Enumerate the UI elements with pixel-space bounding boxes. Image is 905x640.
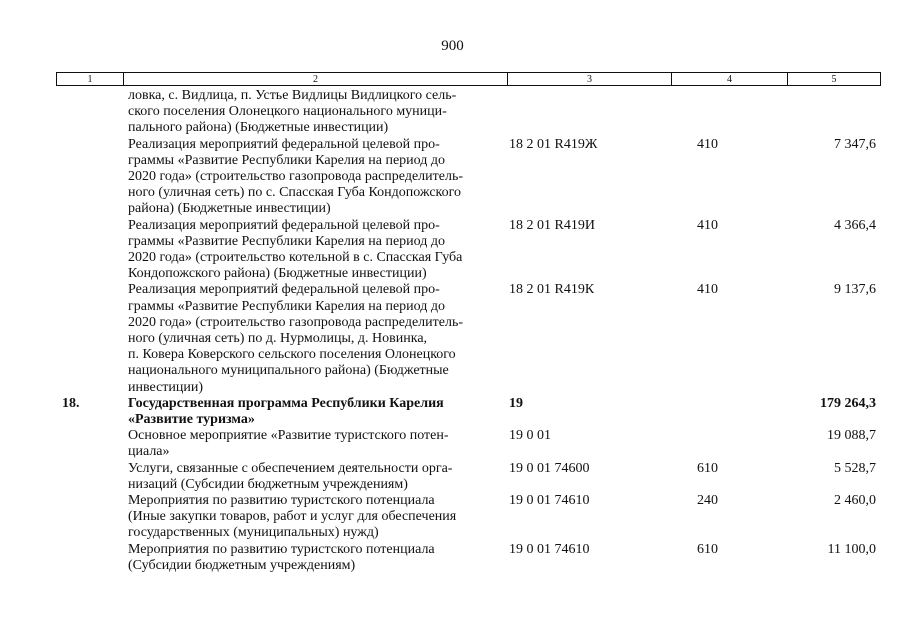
description-line: Основное мероприятие «Развитие туристского потен-	[128, 428, 449, 444]
description-line: (Иные закупки товаров, работ и услуг для обеспечения	[128, 509, 457, 525]
budget-table-body	[56, 88, 880, 574]
description-line: государственных (муниципальных) нужд)	[128, 525, 379, 541]
row-number	[56, 137, 123, 218]
description-line: «Развитие туризма»	[128, 412, 255, 428]
row-number	[56, 542, 123, 574]
expense-type-code: 610	[697, 460, 718, 476]
description-line: пального района) (Бюджетные инвестиции)	[128, 120, 389, 136]
expense-type-code	[671, 88, 787, 137]
expense-type-code: 240	[697, 493, 718, 509]
row-description	[123, 137, 507, 218]
column-header-2: 2	[124, 73, 508, 86]
description-line: ного (уличная сеть) по с. Спасская Губа Кондопожского	[128, 185, 462, 201]
target-article-code: 18 2 01 R419Ж	[509, 136, 598, 152]
table-row	[56, 493, 880, 542]
description-line: Реализация мероприятий федеральной целевой про-	[128, 282, 440, 298]
row-description	[123, 88, 507, 137]
target-article-code: 19 0 01	[509, 428, 551, 444]
row-number	[56, 428, 123, 460]
expense-type-code	[671, 396, 787, 428]
row-description	[123, 493, 507, 542]
target-article-code: 19 0 01 74610	[509, 541, 590, 557]
table-row	[56, 542, 880, 574]
row-number: 18.	[62, 395, 80, 411]
target-article-code: 18 2 01 R419К	[509, 282, 595, 298]
expense-type-code: 410	[697, 282, 718, 298]
column-header-4: 4	[672, 73, 788, 86]
row-number	[56, 461, 123, 493]
row-number	[56, 88, 123, 137]
description-line: граммы «Развитие Республики Карелия на период до	[128, 298, 446, 314]
row-number	[56, 282, 123, 395]
table-row	[56, 88, 880, 137]
description-line: Реализация мероприятий федеральной целевой про-	[128, 217, 440, 233]
description-line: Мероприятия по развитию туристского потенциала	[128, 541, 435, 557]
target-article-code	[507, 88, 671, 137]
expense-type-code: 410	[697, 136, 718, 152]
column-header-row	[56, 72, 881, 86]
column-header-3: 3	[508, 73, 672, 86]
row-description	[123, 218, 507, 283]
table-row	[56, 461, 880, 493]
description-line: 2020 года» (строительство газопровода распределитель-	[128, 169, 464, 185]
expense-type-code	[671, 428, 787, 460]
amount: 5 528,7	[834, 460, 876, 476]
description-line: граммы «Развитие Республики Карелия на период до	[128, 152, 446, 168]
description-line: Услуги, связанные с обеспечением деятельности орга-	[128, 460, 453, 476]
description-line: низаций (Субсидии бюджетным учреждениям)	[128, 476, 408, 492]
expense-type-code: 610	[697, 541, 718, 557]
target-article-code: 18 2 01 R419И	[509, 217, 595, 233]
description-line: района) (Бюджетные инвестиции)	[128, 201, 331, 217]
target-article-code: 19	[509, 395, 523, 411]
description-line: ловка, с. Видлица, п. Устье Видлицы Видлицкого сель-	[128, 88, 457, 103]
column-header-5: 5	[788, 73, 881, 86]
description-line: п. Ковера Коверского сельского поселения Олонецкого	[128, 347, 456, 363]
table-row	[56, 218, 880, 283]
row-description	[123, 396, 507, 428]
description-line: Реализация мероприятий федеральной целевой про-	[128, 136, 440, 152]
amount	[787, 88, 880, 137]
expense-type-code: 410	[697, 217, 718, 233]
description-line: ного (уличная сеть) по д. Нурмолицы, д. Новинка,	[128, 331, 428, 347]
description-line: 2020 года» (строительство газопровода распределитель-	[128, 314, 464, 330]
row-number	[56, 218, 123, 283]
target-article-code: 19 0 01 74610	[509, 493, 590, 509]
row-description	[123, 282, 507, 395]
amount: 4 366,4	[834, 217, 876, 233]
description-line: Государственная программа Республики Карелия	[128, 395, 444, 411]
table-row	[56, 282, 880, 395]
description-line: Мероприятия по развитию туристского потенциала	[128, 493, 435, 509]
page-number: 900	[441, 38, 464, 54]
column-header-1: 1	[57, 73, 124, 86]
row-description	[123, 428, 507, 460]
target-article-code: 19 0 01 74600	[509, 460, 590, 476]
table-row	[56, 396, 880, 428]
description-line: ского поселения Олонецкого национального муници-	[128, 104, 447, 120]
table-row	[56, 428, 880, 460]
row-description	[123, 542, 507, 574]
amount: 179 264,3	[820, 395, 876, 411]
description-line: циала»	[128, 444, 170, 460]
description-line: (Субсидии бюджетным учреждениям)	[128, 557, 356, 573]
amount: 19 088,7	[827, 428, 876, 444]
amount: 2 460,0	[834, 493, 876, 509]
amount: 9 137,6	[834, 282, 876, 298]
description-line: граммы «Развитие Республики Карелия на период до	[128, 233, 446, 249]
row-description	[123, 461, 507, 493]
description-line: инвестиции)	[128, 379, 204, 395]
row-number	[56, 493, 123, 542]
description-line: 2020 года» (строительство котельной в с. Спасская Губа	[128, 250, 463, 266]
description-line: национального муниципального района) (Бюджетные	[128, 363, 449, 379]
description-line: Кондопожского района) (Бюджетные инвестиции)	[128, 266, 427, 282]
table-row	[56, 137, 880, 218]
amount: 11 100,0	[827, 541, 876, 557]
amount: 7 347,6	[834, 136, 876, 152]
